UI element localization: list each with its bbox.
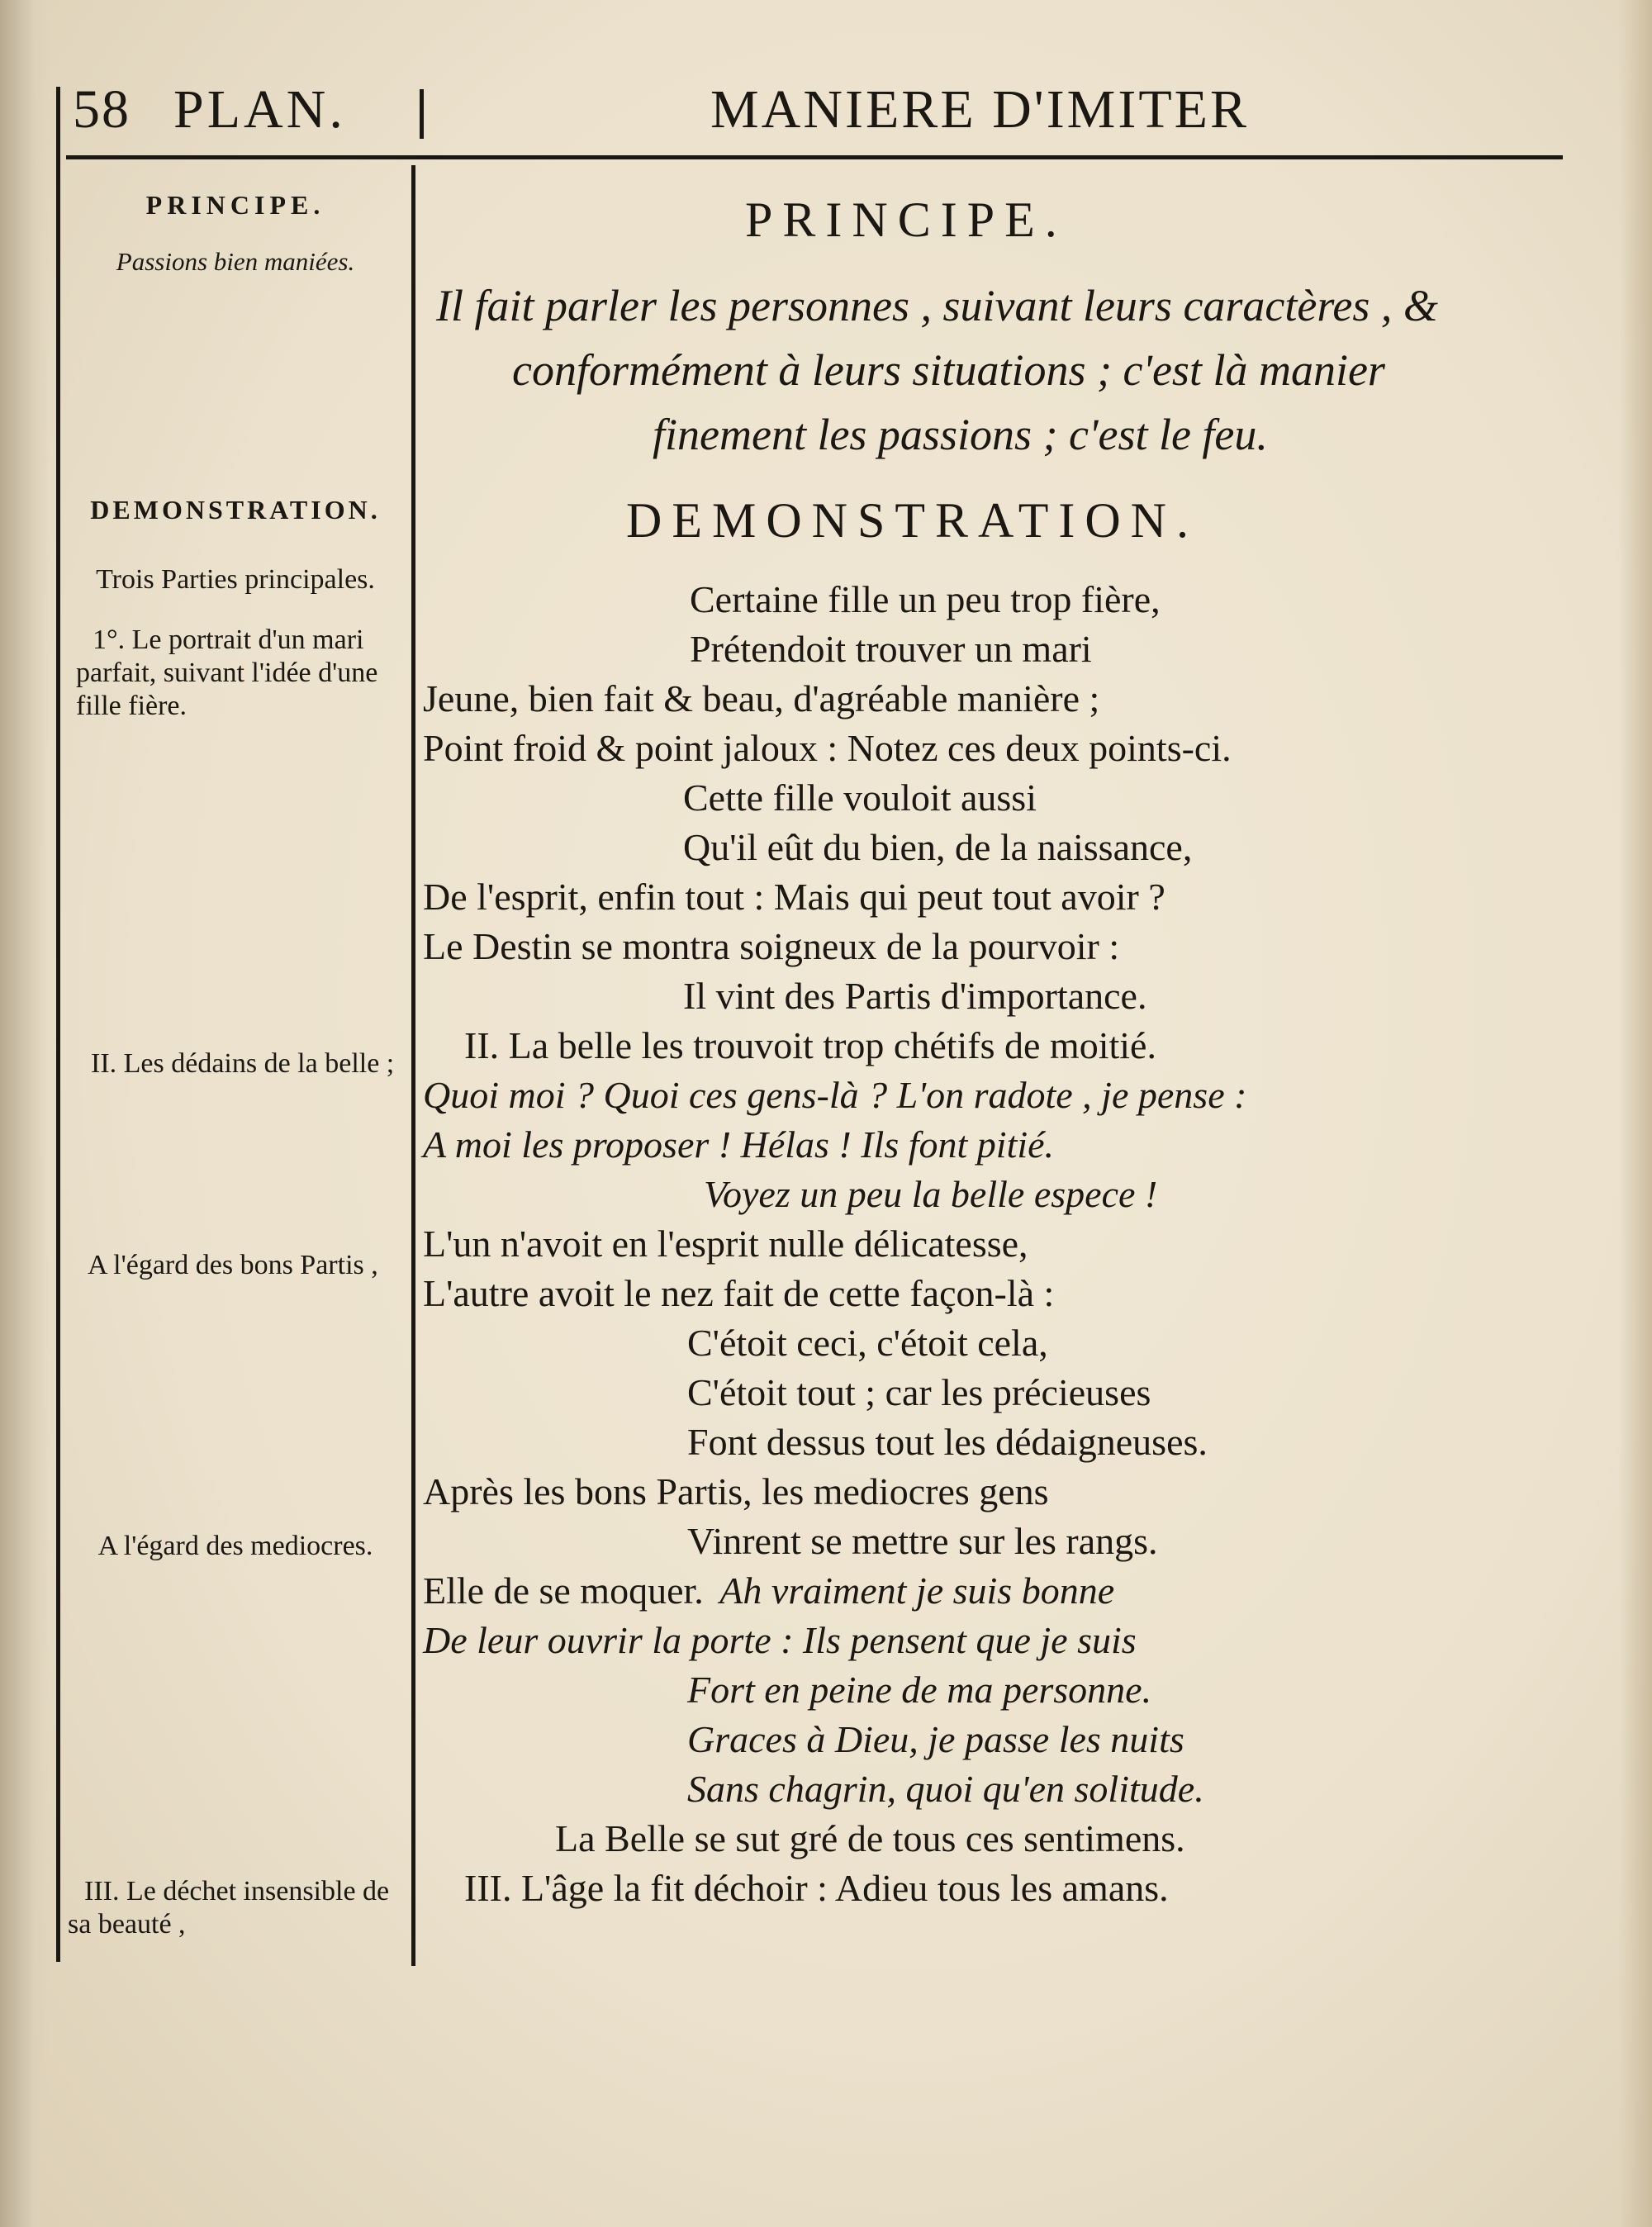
running-head-plan: PLAN. [173, 79, 346, 140]
verse-line: De leur ouvrir la porte : Ils pensent que je suis [423, 1619, 1137, 1661]
verse-line: Il vint des Partis d'importance. [683, 975, 1147, 1017]
principe-line: finement les passions ; c'est le feu. [653, 410, 1268, 459]
verse-line: Jeune, bien fait & beau, d'agréable manière ; [423, 677, 1100, 719]
margin-note-parties: Trois Parties principales. [96, 564, 375, 595]
margin-note-mediocres: A l'égard des mediocres. [97, 1531, 373, 1561]
demonstration-heading: DEMONSTRATION. [626, 493, 1199, 548]
verse-line: II. La belle les trouvoit trop chétifs de moitié. [464, 1024, 1156, 1066]
verse-line: L'autre avoit le nez fait de cette façon-là : [423, 1272, 1055, 1314]
verse-line: La Belle se sut gré de tous ces sentimens. [555, 1817, 1185, 1859]
verse-line: Prétendoit trouver un mari [690, 628, 1092, 670]
verse-line: Le Destin se montra soigneux de la pourvoir : [423, 925, 1120, 967]
verse-line: III. L'âge la fit déchoir : Adieu tous les amans. [464, 1867, 1169, 1909]
verse-line: Après les bons Partis, les mediocres gens [423, 1470, 1049, 1512]
verse-line: Certaine fille un peu trop fière, [690, 578, 1161, 620]
verse-line: Cette fille vouloit aussi [683, 776, 1037, 819]
verse-line: Vinrent se mettre sur les rangs. [687, 1520, 1158, 1562]
verse-line: Sans chagrin, quoi qu'en solitude. [687, 1768, 1204, 1810]
verse-line: Voyez un peu la belle espece ! [704, 1173, 1158, 1215]
verse-line: C'étoit tout ; car les précieuses [687, 1371, 1151, 1413]
column-divider-rule [411, 165, 415, 1966]
verse-line: De l'esprit, enfin tout : Mais qui peut tout avoir ? [423, 876, 1165, 918]
margin-demonstration-label: DEMONSTRATION. [90, 495, 381, 525]
verse-line: L'un n'avoit en l'esprit nulle délicatesse, [423, 1223, 1028, 1265]
margin-note-dedains: II. Les dédains de la belle ; [91, 1048, 395, 1079]
verse-line: Quoi moi ? Quoi ces gens-là ? L'on radote , je pense : [423, 1074, 1247, 1116]
margin-note-dechet: III. Le déchet insensible de sa beauté , [68, 1876, 390, 1940]
margin-note-bons-partis: A l'égard des bons Partis , [88, 1250, 378, 1280]
principe-heading: PRINCIPE. [745, 192, 1067, 247]
principe-line: Il fait parler les personnes , suivant leurs caractères , & [436, 281, 1438, 330]
margin-note-portrait: 1°. Le portrait d'un mari parfait, suivant l'idée d'une fille fière. [76, 624, 378, 721]
verse-line-italic-part: Ah vraiment je suis bonne [719, 1569, 1115, 1612]
verse-line: Point froid & point jaloux : Notez ces deux points-ci. [423, 727, 1232, 769]
verse-line: C'étoit ceci, c'étoit cela, [687, 1322, 1048, 1364]
header-divider-rule [420, 89, 424, 139]
verse-line: Graces à Dieu, je passe les nuits [687, 1718, 1184, 1760]
gutter-shadow [0, 0, 50, 2227]
header-rule [66, 155, 1563, 159]
principe-line: conformément à leurs situations ; c'est là manier [512, 345, 1385, 395]
verse-line [423, 1568, 1114, 1614]
margin-principe-note: Passions bien maniées. [116, 247, 355, 276]
page-edge [1619, 0, 1652, 2227]
verse-line-roman-part: Elle de se moquer. [423, 1569, 704, 1612]
verse-line: Font dessus tout les dédaigneuses. [687, 1421, 1208, 1463]
running-head-title: MANIERE D'IMITER [710, 79, 1249, 140]
left-frame-rule [56, 87, 60, 1962]
page-number: 58 [73, 79, 131, 140]
verse-line: A moi les proposer ! Hélas ! Ils font pitié. [423, 1123, 1055, 1166]
verse-line: Fort en peine de ma personne. [687, 1669, 1152, 1711]
margin-principe-label: PRINCIPE. [145, 190, 325, 220]
verse-line: Qu'il eût du bien, de la naissance, [683, 826, 1193, 868]
